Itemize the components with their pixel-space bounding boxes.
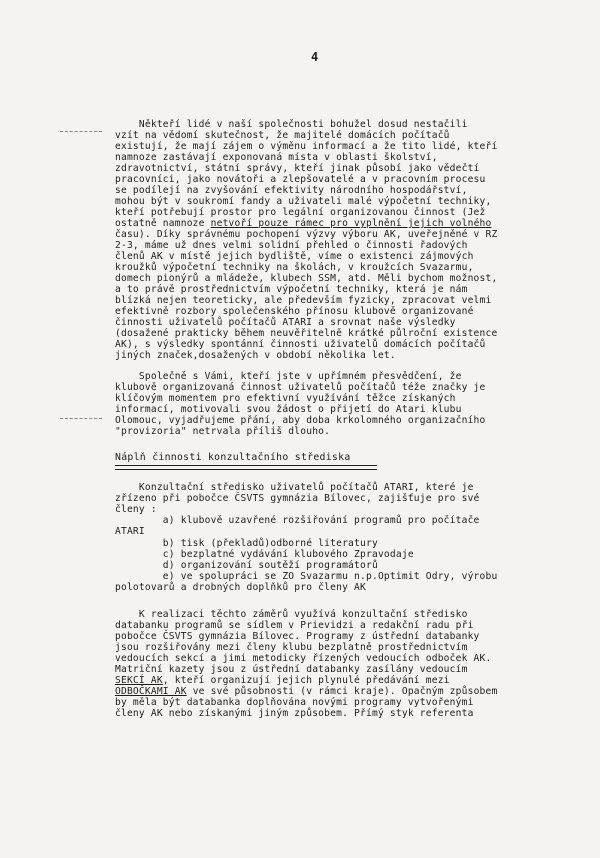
- punch-mark: [60, 418, 102, 419]
- text-line: ATARI: [115, 526, 145, 538]
- text-line: "provizoria" netrvala příliš dlouho.: [115, 426, 331, 437]
- text-line: Matriční kazety jsou z ústřední databanky zasílány vedoucím: [115, 664, 468, 675]
- text-line: e) ve spolupráci se ZO Svazarmu n.p.Optimit Odry, výrobu: [115, 570, 498, 582]
- text-line: efektivně rozbory společenského přínosu klubově organizované: [115, 306, 474, 317]
- text-line: Konzultační středisko uživatelů počítačů ATARI, které je: [115, 482, 474, 493]
- text-line: členů AK v místě jejich bydliště, víme o existenci zájmových: [115, 251, 474, 262]
- text-line: jiných značek,dosažených v období několika let.: [115, 350, 396, 361]
- heading-underline: [115, 465, 377, 470]
- text-line: jsou rozšiřovány mezi členy klubu bezplatně prostřednictvím: [115, 642, 468, 653]
- text-line: kteří potřebují prostor pro legální organizovanou činnost (Jež: [115, 207, 486, 218]
- text-line: se podílejí na zvyšování efektivity národního hospodářství,: [115, 185, 468, 196]
- text-line: domech pionýrů a mládeže, klubech SSM, atd. Měli bychom možnost,: [115, 273, 498, 284]
- text-line: času). Díky správnému pochopení výzvy výboru AK, uveřejněné v RZ: [115, 229, 498, 240]
- text-line: členy :: [115, 504, 157, 516]
- text-line: existují, že mají zájem o výměnu informací a že tito lidé, kteří: [115, 141, 498, 152]
- text-line: pracovníci, jako novátoři a zlepšovatelé a v pracovním procesu: [115, 174, 486, 185]
- text-line: K realizaci těchto záměrů využívá konzultační středisko: [115, 609, 468, 620]
- text-line: informací, motivovali svou žádost o přijetí do Atari klubu: [115, 404, 462, 415]
- text-line: Někteří lidé v naší společnosti bohužel dosud nestačili: [115, 119, 468, 130]
- page-number: 4: [311, 50, 319, 64]
- text-line: kroužků výpočetní techniky na školách, v kroužcích Svazarmu,: [115, 262, 474, 273]
- text-line: členy AK nebo získanými jiným způsobem. Přímý styk referenta: [115, 708, 474, 719]
- text-line: ostatně namnoze netvoří pouze rámec pro vyplnění jejich volného: [115, 218, 492, 229]
- text-line: d) organizování soutěží programátorů: [115, 559, 378, 571]
- text-line: Společně s Vámi, kteří jste v upřímném přesvědčení, že: [115, 371, 462, 382]
- text-line: 2-3, máme už dnes velmi solidní přehled o činnosti řadových: [115, 240, 468, 251]
- text-line: Olomouc, vyjadřujeme přání, aby doba krkolomného organizačního: [115, 415, 486, 426]
- text-line: a) klubově uzavřené rozšiřování programů pro počítače: [115, 515, 480, 527]
- text-line: klíčovým momentem pro efektivní využívání těžce získaných: [115, 393, 456, 404]
- text-line: databanku programů se sídlem v Prievidzi a redakční radu při: [115, 620, 474, 631]
- section-heading: Náplň činnosti konzultačního střediska: [115, 452, 351, 463]
- text-line: pobočce ČSVTS gymnázia Bílovec. Programy z ústřední databanky: [115, 631, 480, 642]
- text-line: činnosti uživatelů počítačů ATARI a srovnat naše výsledky: [115, 317, 456, 328]
- text-line: SEKCÍ AK, kteří organizují jejich plynulé předávání mezi: [115, 675, 450, 686]
- text-line: (dosažené prakticky během neuvěřitelně krátké půlroční existence: [115, 328, 498, 339]
- text-line: mohou být v soukromí fandy a uživateli malé výpočetní techniky,: [115, 196, 492, 207]
- text-line: blízká nejen teoreticky, ale především fyzicky, zpracovat velmi: [115, 295, 492, 306]
- text-line: zřízeno při pobočce ČSVTS gymnázia Bílovec, zajišťuje pro své: [115, 493, 480, 505]
- text-line: polotovarů a drobných doplňků pro členy AK: [115, 581, 366, 593]
- text-line: zdravotnictví, státní správy, kteří jinak působí jako vědečtí: [115, 163, 480, 174]
- text-line: b) tisk (překladů)odborné literatury: [115, 537, 378, 549]
- text-line: c) bezplatné vydávání klubového Zpravodaje: [115, 548, 414, 560]
- text-line: vzít na vědomí skutečnost, že majitelé domácích počítačů: [115, 130, 450, 141]
- text-line: klubově organizovaná činnost uživatelů počítačů téže značky je: [115, 382, 486, 393]
- punch-mark: [60, 131, 102, 132]
- text-line: AK), s výsledky spontánní činnosti uživatelů domácích počítačů: [115, 339, 486, 350]
- text-line: by měla být databanka doplňována novými programy vytvořenými: [115, 697, 474, 708]
- text-line: vedoucích sekcí a jimi metodicky řízených vedoucích odboček AK.: [115, 653, 492, 664]
- text-line: a to právě prostřednictvím výpočetní techniky, která je nám: [115, 284, 468, 295]
- text-line: namnoze zastávají exponovaná místa v oblasti školství,: [115, 152, 438, 163]
- text-line: ODBOČKAMI AK ve své působnosti (v rámci kraje). Opačným způsobem: [115, 686, 498, 697]
